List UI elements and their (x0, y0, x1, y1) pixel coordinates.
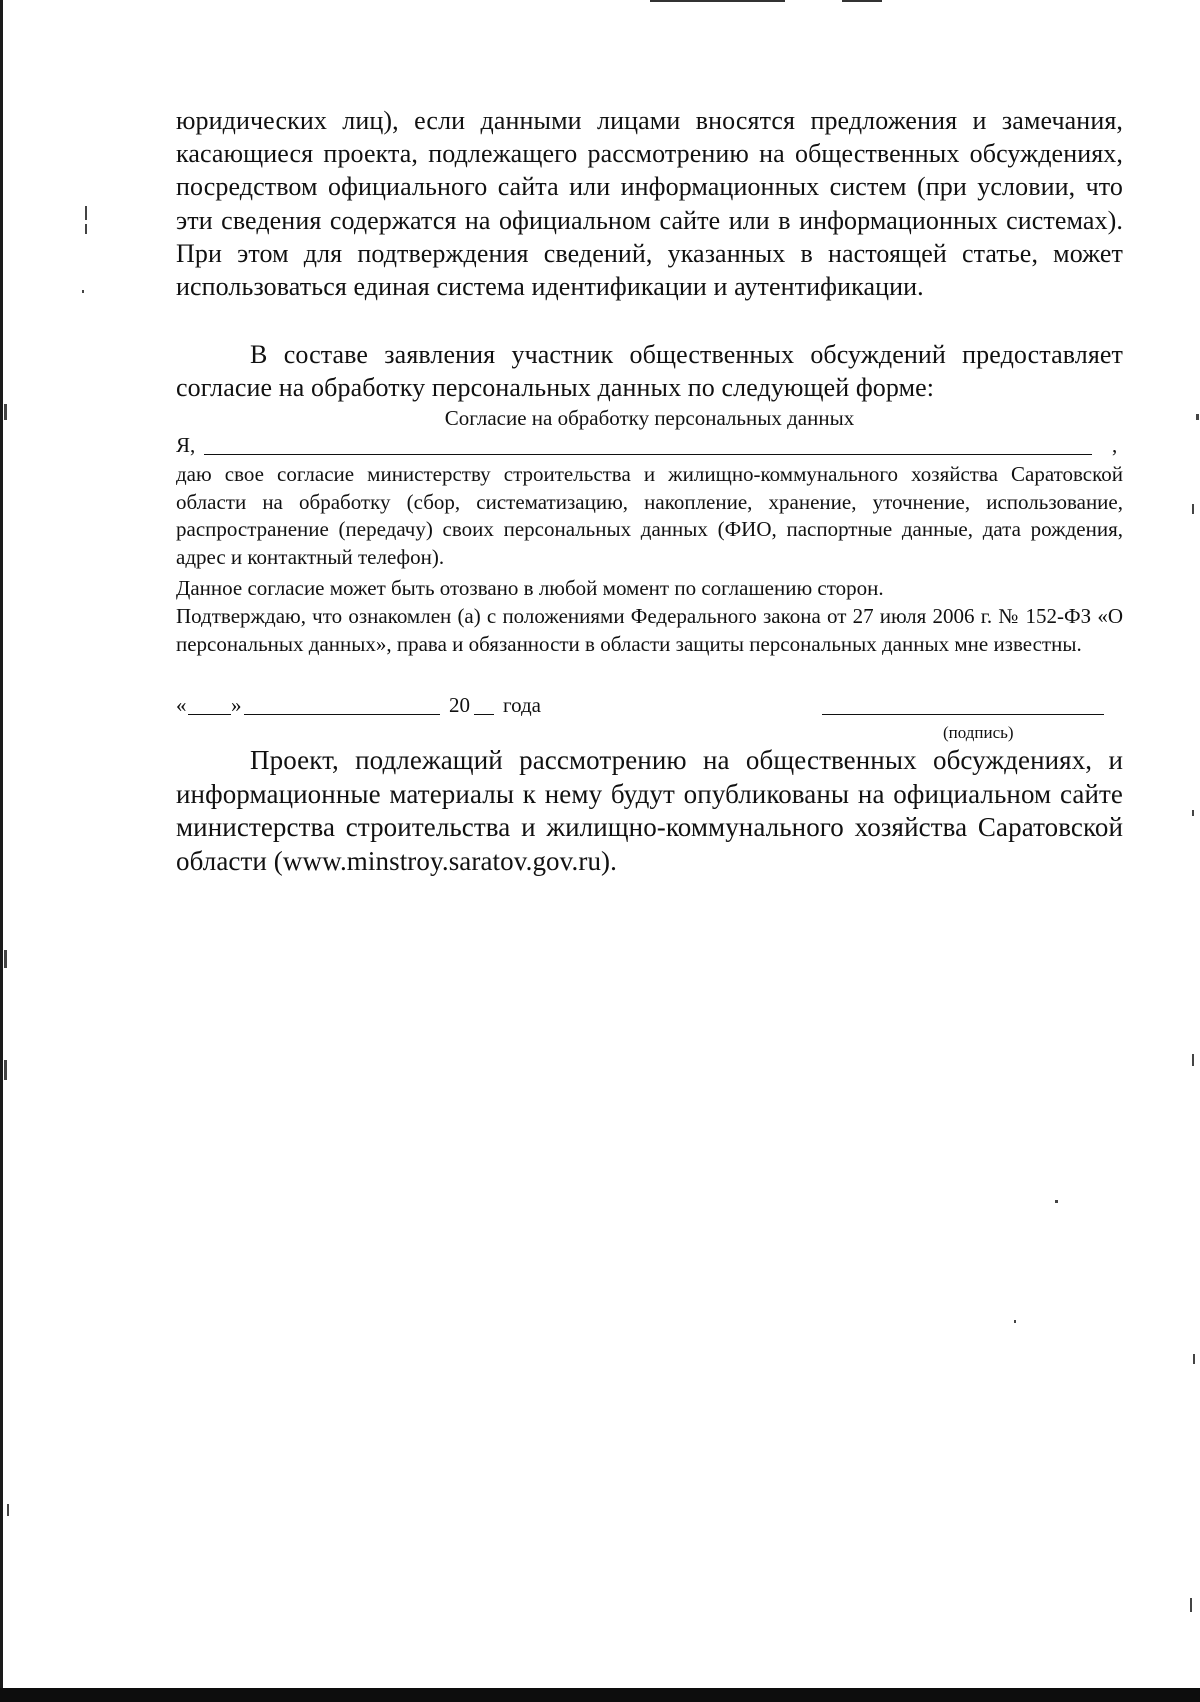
scan-speck (4, 404, 7, 420)
consent-date-line (176, 692, 1123, 720)
scan-speck (1192, 504, 1194, 514)
scan-speck (82, 290, 84, 293)
date-close-quote: » (231, 693, 242, 717)
consent-confirm (176, 603, 1123, 658)
scan-speck (4, 950, 7, 968)
scan-mark-top (650, 0, 785, 2)
scan-speck (1193, 1354, 1195, 1364)
consent-form-title: Согласие на обработку персональных данных (444, 406, 855, 430)
consent-name-blank (204, 454, 1092, 455)
signature-caption: (подпись) (943, 723, 1014, 742)
date-year-prefix: 20 (449, 693, 470, 717)
consent-name-comma: , (1112, 433, 1118, 457)
scan-speck (1196, 414, 1199, 420)
consent-body-text: даю свое согласие министерству строительства и жилищно-коммунального хозяйства Саратовской области на обработку (сбор, систематизацию, накопление, хранение, уточнение, использование, распространение (передачу) своих персональных данных (ФИО, паспортные данные, дата рождения, адрес и контактный телефон). (176, 462, 1123, 569)
scan-speck (4, 1060, 7, 1080)
scan-edge-left (0, 0, 3, 1702)
date-open-quote: « (176, 693, 187, 717)
paragraph-text: Проект, подлежащий рассмотрению на общественных обсуждениях, и информационные материалы к нему будут опубликованы на официальном сайте министерства строительства и жилищно-коммунального хозяйства Саратовской области (www.minstroy.saratov.gov.ru). (176, 745, 1123, 876)
scan-speck (1014, 1320, 1016, 1323)
consent-name-label: Я, (176, 433, 196, 457)
scan-speck (1055, 1200, 1058, 1203)
paragraph-identification (176, 104, 1123, 303)
signature-blank (822, 714, 1104, 715)
date-year-suffix: года (503, 693, 541, 717)
paragraph-text: В составе заявления участник общественных обсуждений предоставляет согласие на обработку персональных данных по следующей форме: (176, 340, 1123, 403)
date-day-blank (188, 714, 231, 715)
scan-speck (7, 1504, 9, 1516)
consent-revoke (176, 575, 1123, 603)
scan-speck (85, 224, 87, 234)
consent-confirm-text: Подтверждаю, что ознакомлен (а) с положениями Федерального закона от 27 июля 2006 г. № 152-ФЗ «О персональных данных», права и обязанности в области защиты персональных данных мне известны. (176, 604, 1123, 656)
paragraph-consent-intro (176, 338, 1123, 404)
scan-speck (85, 206, 87, 220)
consent-body (176, 461, 1123, 571)
date-year-blank (474, 714, 494, 715)
scan-edge-bottom (0, 1688, 1200, 1702)
scan-speck (1192, 1054, 1194, 1066)
scan-speck (1190, 1598, 1192, 1612)
consent-revoke-text: Данное согласие может быть отозвано в любой момент по соглашению сторон. (176, 576, 884, 600)
scan-mark-top-2 (842, 0, 882, 2)
consent-name-line (176, 432, 1123, 462)
scan-speck (1192, 810, 1194, 816)
paragraph-text: юридических лиц), если данными лицами вносятся предложения и замечания, касающиеся проекта, подлежащего рассмотрению на общественных обсуждениях, посредством официального сайта или информационных систем (при условии, что эти сведения содержатся на официальном сайте или в информационных системах). При этом для подтверждения сведений, указанных в настоящей статье, может использоваться единая система идентификации и аутентификации. (176, 106, 1123, 302)
date-month-blank (244, 714, 440, 715)
paragraph-project-publication (176, 744, 1123, 878)
